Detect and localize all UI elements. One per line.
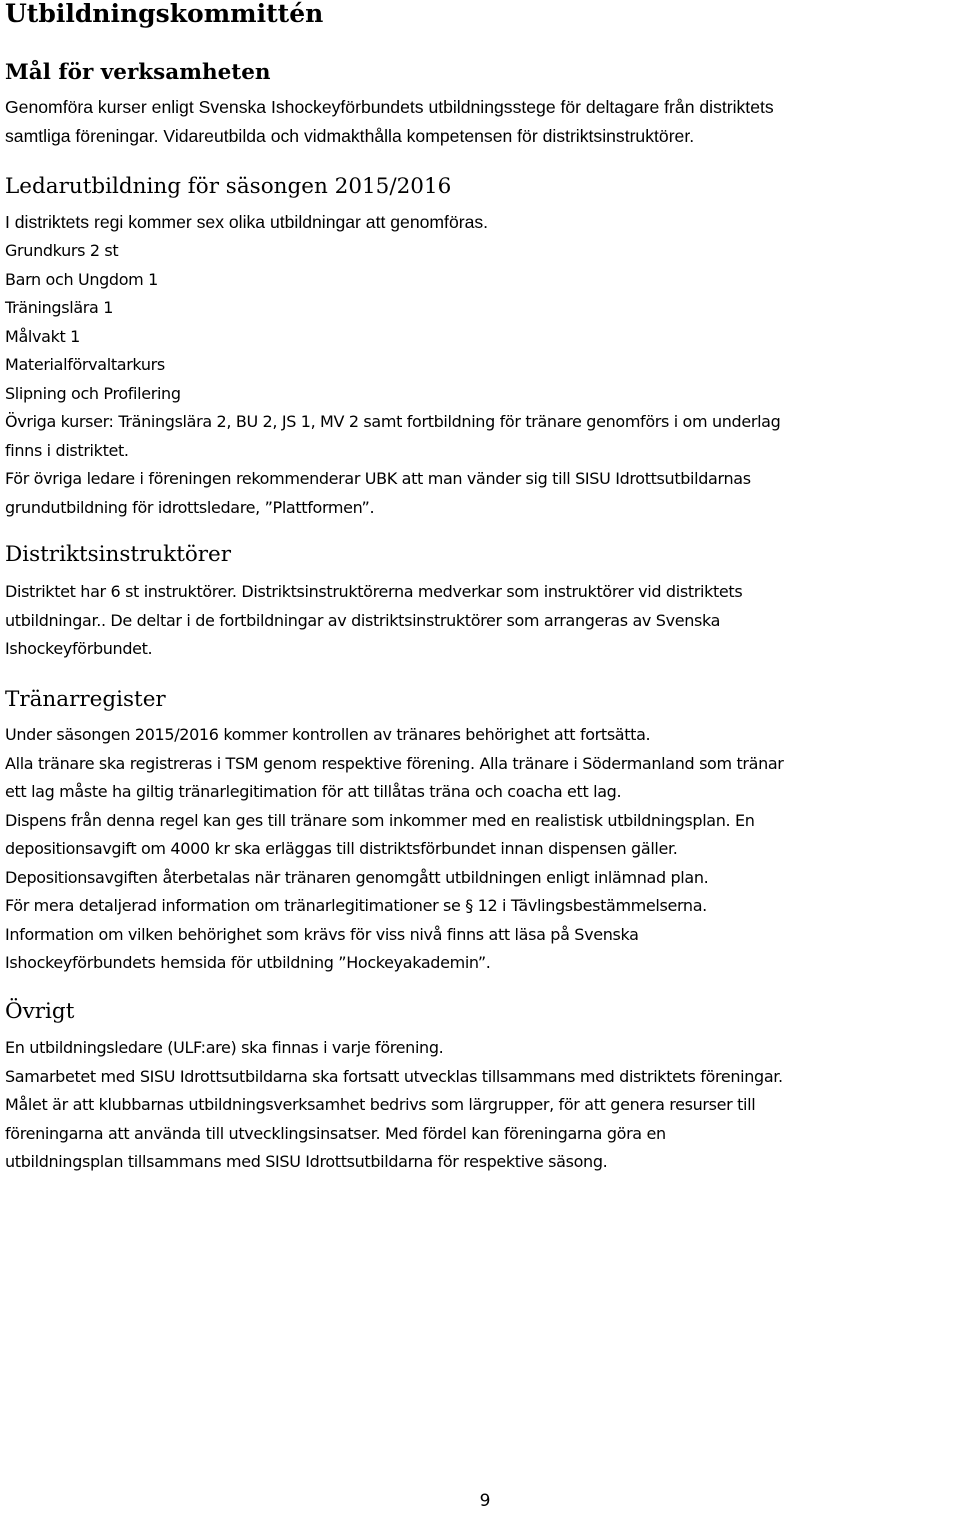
list-item: Målvakt 1 xyxy=(5,326,80,346)
text-line: Dispens från denna regel kan ges till tränare som inkommer med en realistisk utbildningsplan. En xyxy=(5,810,755,830)
page-number: 9 xyxy=(479,1491,491,1511)
heading-ledarutbildning: Ledarutbildning för säsongen 2015/2016 xyxy=(5,174,452,199)
text-line: Distriktet har 6 st instruktörer. Distriktsinstruktörerna medverkar som instruktörer vid distriktets xyxy=(5,582,743,601)
page-title: Utbildningskommittén xyxy=(5,0,324,28)
text-line: utbildningsplan tillsammans med SISU Idrottsutbildarna för respektive säsong. xyxy=(5,1152,608,1171)
text-line: I distriktets regi kommer sex olika utbildningar att genomföras. xyxy=(5,212,489,232)
text-line: depositionsavgift om 4000 kr ska erläggas till distriktsförbundet innan dispensen gäller. xyxy=(5,839,678,858)
text-line: samtliga föreningar. Vidareutbilda och vidmakthålla kompetensen för distriktsinstruktörer. xyxy=(5,125,695,146)
text-line: Samarbetet med SISU Idrottsutbildarna ska fortsatt utvecklas tillsammans med distriktets föreningar. xyxy=(5,1066,783,1086)
text-line: Ishockeyförbundet. xyxy=(5,639,153,658)
heading-mal-for-verksamheten: Mål för verksamheten xyxy=(5,60,271,85)
text-line: finns i distriktet. xyxy=(5,440,129,460)
text-line: En utbildningsledare (ULF:are) ska finnas i varje förening. xyxy=(5,1038,444,1057)
text-line: Under säsongen 2015/2016 kommer kontrollen av tränares behörighet att fortsätta. xyxy=(5,725,651,744)
paragraph-ledarutbildning-intro xyxy=(5,208,960,237)
text-line: föreningarna att använda till utvecklingsinsatser. Med fördel kan föreningarna göra en xyxy=(5,1123,666,1143)
text-line: Övriga kurser: Träningslära 2, BU 2, JS 1, MV 2 samt fortbildning för tränare genomförs i om underlag xyxy=(5,412,781,431)
list-item: Slipning och Profilering xyxy=(5,383,181,403)
text-line: Målet är att klubbarnas utbildningsverksamhet bedrivs som lärgrupper, för att genera resurser till xyxy=(5,1095,756,1114)
paragraph-mal xyxy=(5,93,960,150)
text-line: utbildningar.. De deltar i de fortbildningar av distriktsinstruktörer som arrangeras av Svenska xyxy=(5,610,721,630)
heading-ovrigt: Övrigt xyxy=(5,999,75,1024)
text-line: Alla tränare ska registreras i TSM genom respektive förening. Alla tränare i Södermanland som tränar xyxy=(5,753,784,773)
text-line: grundutbildning för idrottsledare, ”Plattformen”. xyxy=(5,497,375,517)
list-item: Grundkurs 2 st xyxy=(5,241,119,260)
text-line: ett lag måste ha giltig tränarlegitimation för att tillåtas träna och coacha ett lag. xyxy=(5,782,622,801)
list-item: Träningslära 1 xyxy=(5,298,114,317)
paragraph-distriktsinstruktorer xyxy=(5,578,960,664)
paragraph-ovrigt xyxy=(5,1034,960,1177)
heading-tranarregister: Tränarregister xyxy=(5,687,166,712)
text-line: För övriga ledare i föreningen rekommenderar UBK att man vänder sig till SISU Idrottsutbildarnas xyxy=(5,469,751,488)
text-line: Information om vilken behörighet som krävs för viss nivå finns att läsa på Svenska xyxy=(5,924,639,944)
list-ledarutbildning xyxy=(5,237,960,522)
text-line: Ishockeyförbundets hemsida för utbildning ”Hockeyakademin”. xyxy=(5,953,491,972)
text-line: Genomföra kurser enligt Svenska Ishockeyförbundets utbildningsstege för deltagare från distriktets xyxy=(5,97,774,117)
text-line: Depositionsavgiften återbetalas när tränaren genomgått utbildningen enligt inlämnad plan. xyxy=(5,867,709,887)
text-line: För mera detaljerad information om tränarlegitimationer se § 12 i Tävlingsbestämmelserna. xyxy=(5,896,707,915)
paragraph-tranarregister xyxy=(5,721,960,978)
list-item: Barn och Ungdom 1 xyxy=(5,269,158,289)
list-item: Materialförvaltarkurs xyxy=(5,355,165,374)
heading-distriktsinstruktorer: Distriktsinstruktörer xyxy=(5,542,232,567)
